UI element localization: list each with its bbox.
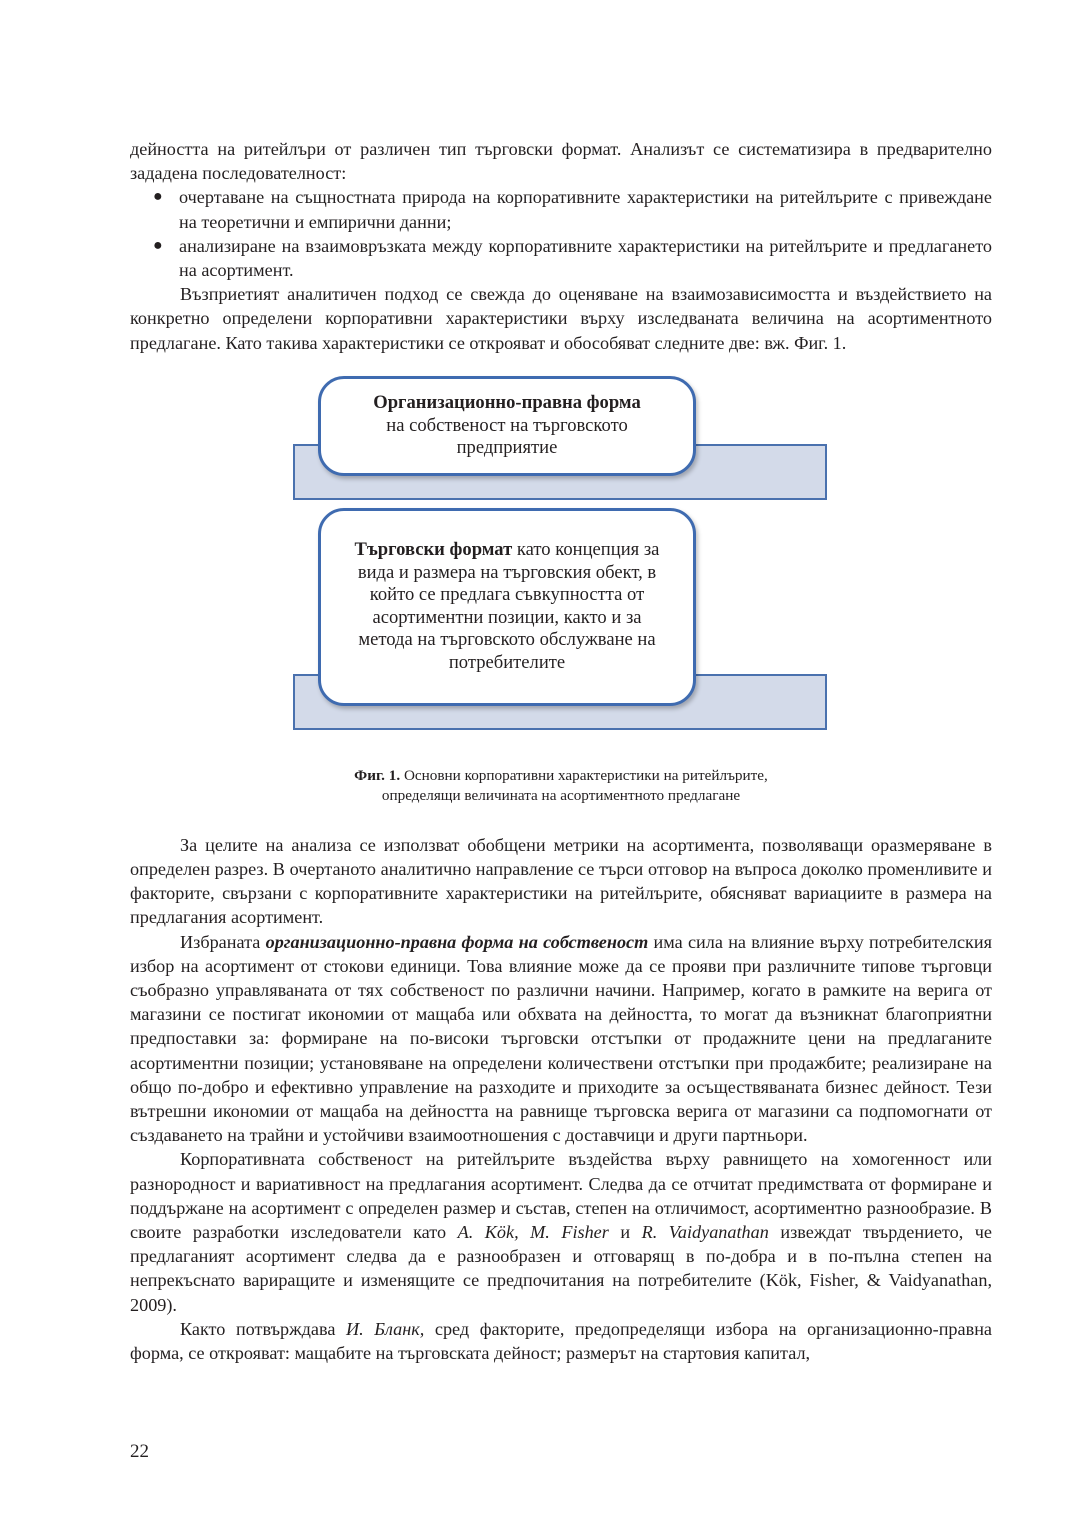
ownership-paragraph: Корпоративната собственост на ритейлърите въздейства върху равнището на хомогенност или разнородност и вариативност на предлагания асортимент. Следва да се отчитат предимствата от формиране и поддържане на асортимент с определен размер и състав, степен на отличимост, асортиментно разнообразие. В своите разработки изследователи като A. Kök, M. Fisher и R. Vaidyanathan извеждат твърдението, че предлаганият асортимент следва да е разнообразен и отговарящ в по-добра и в по-пълна степен на непрекъснато вариращите и изменящите се предпочитания на потребителите (Kök, Fisher, & Vaidyanathan, 2009).: [130, 1149, 993, 1315]
legal-form-paragraph: Избраната организационно-правна форма на собственост има сила на влияние върху потребителския избор на асортимент от стокови единици. Това влияние може да се прояви при различните типове търговци съобразно управляваната от тях собственост по различни начини. Например, когато в рамките на верига от магазини се постигат икономии от мащаба или обхвата на дейността, то могат да възникнат благоприятни предпоставки за: формиране на по-високи търговски отстъпки от продажните цени на предлаганите асортиментни позиции; установяване на определени количествени отстъпки при продажбите; реализиране на общо по-добро и ефективно управление на разходите и приходите за осъществяваната бизнес дейност. Тези вътрешни икономии от мащаба на дейността на равнище търговска верига от магазини са подпомогнати от създаването на трайни и устойчиви взаимоотношения с доставчици и други партньори.: [130, 931, 992, 1146]
caption-line-2: определящи величината на асортиментното предлагане: [381, 787, 741, 805]
intro-paragraph: дейността на ритейлъри от различен тип търговски формат. Анализът се систематизира в предварително зададена последователност:: [130, 139, 992, 184]
list-item: ● анализиране на взаимовръзката между корпоративните характеристики на ритейлърите и предлагането на асортимент.: [153, 235, 992, 281]
list-item: ● очертаване на същностната природа на корпоративните характеристики на ритейлърите с привеждане на теоретични и емпирични данни;: [153, 187, 992, 232]
bullet-list: [130, 185, 992, 282]
page-content: [130, 137, 992, 1365]
page-number: 22: [130, 1441, 149, 1462]
bullet-icon: ●: [153, 236, 163, 254]
emphasis-term: организационно-правна форма на собственост: [265, 931, 649, 952]
caption-label: Фиг. 1.: [354, 766, 401, 784]
diagram-box-trade-format: [318, 508, 696, 706]
approach-paragraph: Възприетият аналитичен подход се свежда до оценяване на взаимозависимостта и въздействието на конкретно определени корпоративни характеристики върху изследваната величина на асортиментното предлагане. Като такива характеристики се открояват и обособяват следните две: вж. Фиг. 1.: [130, 284, 992, 353]
caption-line-1: Основни корпоративни характеристики на ритейлърите,: [400, 766, 768, 784]
author-names-1: A. Kök, M. Fisher: [457, 1222, 609, 1243]
box-trade-format-title: Търговски формат: [354, 539, 513, 561]
blank-paragraph: Както потвърждава И. Бланк, сред факторите, предопределящи избора на организационно-правна форма, се открояват: мащабите на търговската дейност; размерът на стартовия капитал,: [130, 1318, 992, 1364]
figure-caption: [130, 766, 992, 807]
box-legal-form-text: на собственост на търговското предприятие: [386, 414, 628, 459]
box-legal-form-title: Организационно-правна форма: [373, 391, 641, 413]
metrics-paragraph: За целите на анализа се използват обобщени метрики на асортимента, позволяващи оразмеряване в определен разрез. В очертаното аналитично направление се търси отговор на въпроса доколко променливите и факторите, свързани с корпоративните характеристики на ритейлърите, обясняват вариациите в размера на предлагания асортимент.: [130, 834, 992, 928]
bullet-icon: ●: [153, 188, 163, 206]
author-names-2: R. Vaidyanathan: [641, 1222, 769, 1243]
box-trade-format-text: като концепция за вида и размера на търговския обект, в който се предлага съвкупността от асортиментни позиции, както и за метода на търговското обслужване на потребителите: [357, 539, 660, 674]
author-blank: И. Бланк,: [346, 1318, 425, 1339]
figure-diagram: [130, 363, 992, 758]
diagram-box-legal-form: [318, 376, 696, 476]
